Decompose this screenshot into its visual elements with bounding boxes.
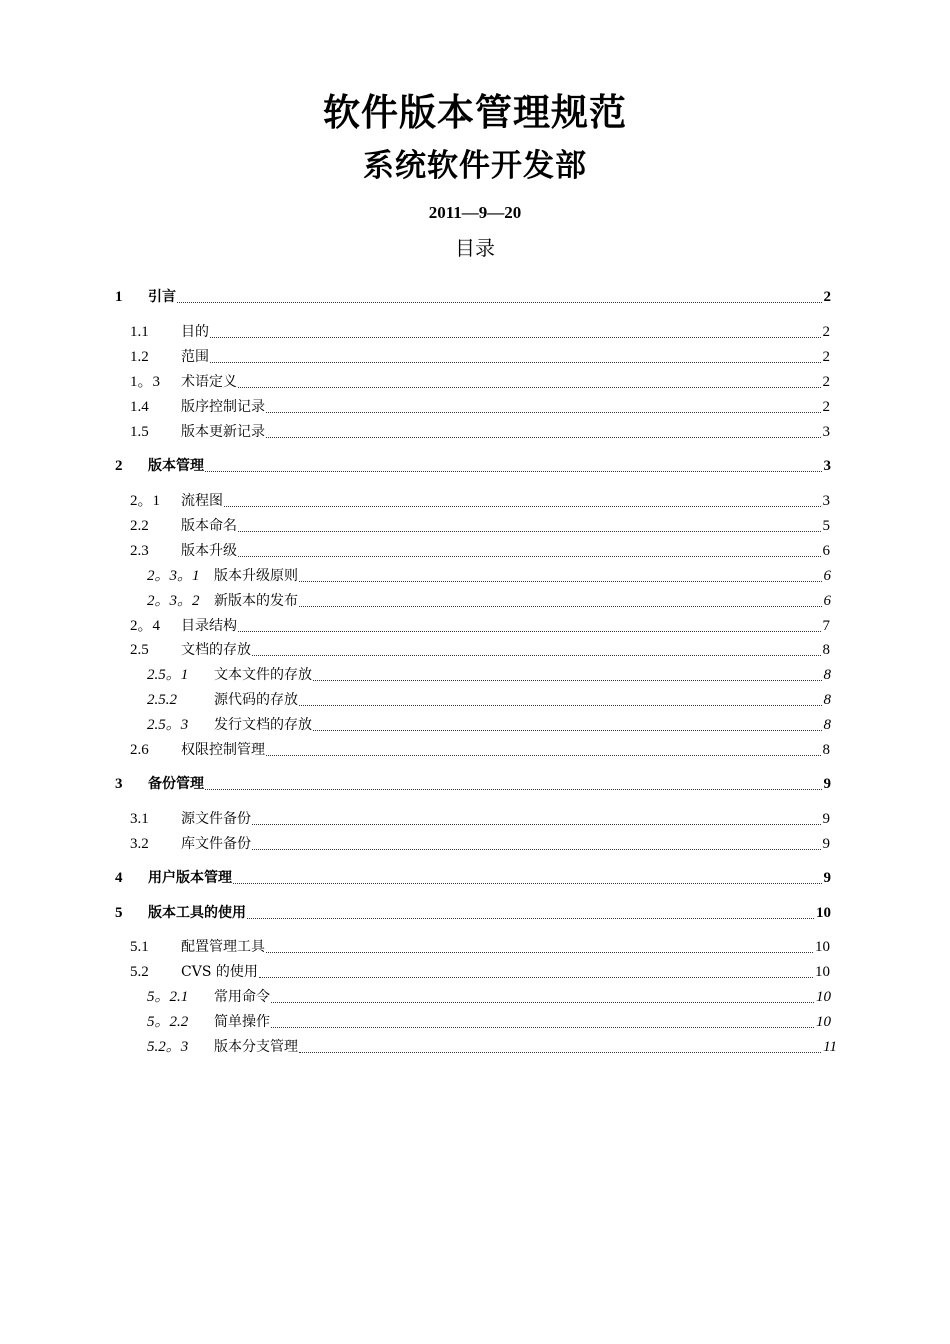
toc-entry-number: 5。2.2 bbox=[147, 1014, 189, 1030]
toc-entry-page: 3 bbox=[822, 493, 830, 509]
toc-entry-page: 10 bbox=[815, 964, 830, 980]
toc-entry[interactable] bbox=[130, 640, 830, 660]
toc-entry-number: 5.2 bbox=[130, 964, 149, 980]
dot-leader bbox=[205, 471, 822, 472]
dot-leader bbox=[177, 302, 822, 303]
toc-entry-page: 2 bbox=[823, 289, 831, 305]
dot-leader bbox=[233, 883, 822, 884]
toc-entry-number: 1.2 bbox=[130, 349, 149, 365]
dot-leader bbox=[210, 362, 821, 363]
dot-leader bbox=[252, 849, 821, 850]
dot-leader bbox=[252, 824, 821, 825]
toc-entry[interactable] bbox=[130, 541, 830, 561]
toc-entry-label: 版本工具的使用 bbox=[148, 905, 246, 921]
department-subtitle: 系统软件开发部 bbox=[363, 148, 587, 184]
toc-entry[interactable] bbox=[130, 491, 830, 511]
toc-entry-number: 5 bbox=[115, 905, 123, 921]
toc-entry-label: 源文件备份 bbox=[181, 811, 251, 827]
toc-entry-label: 版本管理 bbox=[148, 458, 204, 474]
toc-entry-number: 2.5 bbox=[130, 642, 149, 658]
toc-entry-number: 2.2 bbox=[130, 518, 149, 534]
toc-entry[interactable] bbox=[147, 591, 831, 611]
toc-entry-page: 9 bbox=[823, 776, 831, 792]
toc-entry-page: 3 bbox=[823, 458, 831, 474]
toc-entry-label: 目的 bbox=[181, 324, 209, 340]
toc-entry-number: 2.5.2 bbox=[147, 692, 177, 708]
toc-entry-number: 2.6 bbox=[130, 742, 149, 758]
dot-leader bbox=[210, 337, 821, 338]
toc-entry-page: 9 bbox=[822, 836, 830, 852]
toc-entry-page: 2 bbox=[822, 324, 830, 340]
toc-entry[interactable] bbox=[130, 834, 830, 854]
toc-entry-label: 版本分支管理 bbox=[214, 1039, 298, 1055]
toc-entry-page: 9 bbox=[823, 870, 831, 886]
toc-entry[interactable] bbox=[115, 903, 831, 923]
toc-entry[interactable] bbox=[130, 347, 830, 367]
toc-entry-label: 版本升级 bbox=[181, 543, 237, 559]
dot-leader bbox=[238, 556, 821, 557]
toc-entry-label: 权限控制管理 bbox=[181, 742, 265, 758]
dot-leader bbox=[247, 918, 814, 919]
toc-entry[interactable] bbox=[147, 566, 831, 586]
toc-entry[interactable] bbox=[130, 397, 830, 417]
toc-entry-number: 2。3。2 bbox=[147, 593, 200, 609]
toc-entry-number: 5.1 bbox=[130, 939, 149, 955]
dot-leader bbox=[271, 1002, 814, 1003]
dot-leader bbox=[259, 977, 813, 978]
toc-entry-label: 版本命名 bbox=[181, 518, 237, 534]
toc-entry[interactable] bbox=[115, 287, 831, 307]
toc-entry[interactable] bbox=[147, 665, 831, 685]
toc-entry-label: 流程图 bbox=[181, 493, 223, 509]
toc-entry[interactable] bbox=[147, 1037, 837, 1057]
dot-leader bbox=[238, 531, 821, 532]
toc-entry-page: 11 bbox=[823, 1039, 837, 1055]
toc-entry-page: 6 bbox=[822, 543, 830, 559]
toc-entry[interactable] bbox=[147, 690, 831, 710]
toc-entry-number: 1。3 bbox=[130, 374, 161, 390]
toc-entry[interactable] bbox=[130, 516, 830, 536]
toc-entry-number: 2.5。1 bbox=[147, 667, 189, 683]
toc-entry-number: 1.1 bbox=[130, 324, 149, 340]
toc-entry-number: 2.5。3 bbox=[147, 717, 189, 733]
toc-entry-label: 版本升级原则 bbox=[214, 568, 298, 584]
toc-entry-page: 6 bbox=[823, 568, 831, 584]
toc-entry[interactable] bbox=[130, 740, 830, 760]
dot-leader bbox=[313, 730, 822, 731]
toc-entry-page: 10 bbox=[815, 939, 830, 955]
dot-leader bbox=[252, 655, 821, 656]
toc-entry-number: 3.1 bbox=[130, 811, 149, 827]
toc-entry-number: 1.4 bbox=[130, 399, 149, 415]
toc-entry-label: 引言 bbox=[148, 289, 176, 305]
dot-leader bbox=[299, 1052, 821, 1053]
toc-entry-page: 8 bbox=[822, 642, 830, 658]
toc-entry-number: 2。3。1 bbox=[147, 568, 200, 584]
toc-entry-label: 术语定义 bbox=[181, 374, 237, 390]
toc-entry[interactable] bbox=[147, 715, 831, 735]
toc-entry-number: 4 bbox=[115, 870, 123, 886]
toc-entry-page: 2 bbox=[822, 349, 830, 365]
toc-entry-page: 2 bbox=[822, 399, 830, 415]
dot-leader bbox=[205, 789, 822, 790]
toc-entry[interactable] bbox=[115, 456, 831, 476]
toc-entry-number: 5。2.1 bbox=[147, 989, 189, 1005]
toc-entry-label: CVS 的使用 bbox=[181, 964, 258, 980]
dot-leader bbox=[238, 631, 821, 632]
toc-entry[interactable] bbox=[130, 372, 830, 392]
dot-leader bbox=[266, 952, 813, 953]
toc-entry[interactable] bbox=[147, 1012, 831, 1032]
toc-entry-page: 2 bbox=[822, 374, 830, 390]
dot-leader bbox=[266, 412, 821, 413]
toc-entry-label: 发行文档的存放 bbox=[214, 717, 312, 733]
dot-leader bbox=[266, 755, 821, 756]
toc-entry-label: 范围 bbox=[181, 349, 209, 365]
dot-leader bbox=[299, 581, 822, 582]
toc-entry-page: 7 bbox=[822, 618, 830, 634]
toc-entry-label: 库文件备份 bbox=[181, 836, 251, 852]
toc-entry-label: 新版本的发布 bbox=[214, 593, 298, 609]
document-date: 2011—9—20 bbox=[428, 203, 522, 222]
dot-leader bbox=[299, 705, 822, 706]
toc-entry[interactable] bbox=[115, 868, 831, 888]
toc-entry[interactable] bbox=[130, 422, 830, 442]
toc-entry-page: 6 bbox=[823, 593, 831, 609]
toc-entry[interactable] bbox=[147, 987, 831, 1007]
toc-entry[interactable] bbox=[115, 774, 831, 794]
toc-entry-number: 1.5 bbox=[130, 424, 149, 440]
dot-leader bbox=[299, 606, 822, 607]
toc-entry-label: 文本文件的存放 bbox=[214, 667, 312, 683]
document-title: 软件版本管理规范 bbox=[323, 91, 627, 134]
toc-entry-page: 10 bbox=[816, 1014, 831, 1030]
toc-heading: 目录 bbox=[455, 236, 495, 260]
toc-entry-page: 8 bbox=[823, 717, 831, 733]
toc-entry-number: 1 bbox=[115, 289, 123, 305]
toc-entry-label: 版本更新记录 bbox=[181, 424, 265, 440]
toc-entry-page: 10 bbox=[816, 905, 831, 921]
toc-entry-number: 5.2。3 bbox=[147, 1039, 189, 1055]
toc-entry-label: 简单操作 bbox=[214, 1014, 270, 1030]
toc-entry-number: 3 bbox=[115, 776, 123, 792]
toc-entry-page: 10 bbox=[816, 989, 831, 1005]
dot-leader bbox=[271, 1027, 814, 1028]
toc-entry[interactable] bbox=[130, 937, 830, 957]
toc-entry-label: 用户版本管理 bbox=[148, 870, 232, 886]
toc-entry[interactable] bbox=[130, 322, 830, 342]
toc-entry[interactable] bbox=[130, 616, 830, 636]
toc-entry-page: 3 bbox=[822, 424, 830, 440]
toc-entry-number: 2 bbox=[115, 458, 123, 474]
toc-entry[interactable] bbox=[130, 962, 830, 982]
toc-entry-number: 2。4 bbox=[130, 618, 161, 634]
dot-leader bbox=[238, 387, 821, 388]
toc-entry-label: 目录结构 bbox=[181, 618, 237, 634]
toc-entry-number: 2。1 bbox=[130, 493, 161, 509]
toc-entry-page: 5 bbox=[822, 518, 830, 534]
toc-entry-number: 2.3 bbox=[130, 543, 149, 559]
dot-leader bbox=[224, 506, 821, 507]
toc-entry-page: 8 bbox=[822, 742, 830, 758]
toc-entry-label: 版序控制记录 bbox=[181, 399, 265, 415]
toc-entry-page: 8 bbox=[823, 667, 831, 683]
dot-leader bbox=[266, 437, 821, 438]
toc-entry-label: 源代码的存放 bbox=[214, 692, 298, 708]
toc-entry[interactable] bbox=[130, 809, 830, 829]
dot-leader bbox=[313, 680, 822, 681]
toc-entry-label: 备份管理 bbox=[148, 776, 204, 792]
toc-entry-page: 9 bbox=[822, 811, 830, 827]
toc-entry-label: 文档的存放 bbox=[181, 642, 251, 658]
toc-entry-label: 配置管理工具 bbox=[181, 939, 265, 955]
toc-entry-number: 3.2 bbox=[130, 836, 149, 852]
toc-entry-label: 常用命令 bbox=[214, 989, 270, 1005]
toc-entry-page: 8 bbox=[823, 692, 831, 708]
